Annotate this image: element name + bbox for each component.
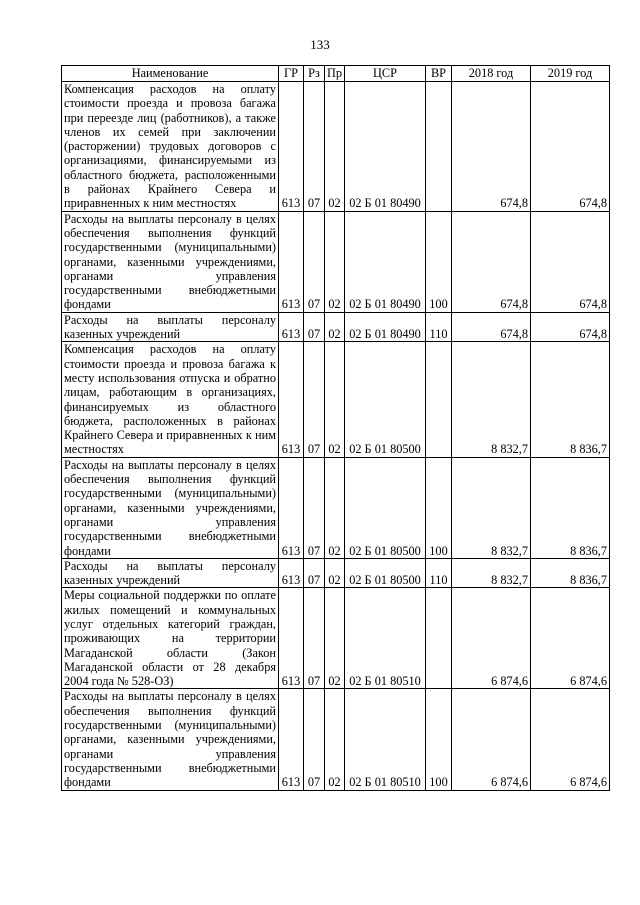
header-2018: 2018 год: [452, 66, 531, 82]
cell-gr: 613: [279, 82, 304, 212]
cell-2019: 674,8: [531, 312, 610, 342]
cell-vr: 110: [426, 312, 452, 342]
cell-2019: 674,8: [531, 211, 610, 312]
table-row: [62, 211, 610, 312]
cell-gr: 613: [279, 211, 304, 312]
cell-rz: 07: [304, 689, 325, 790]
cell-name: Расходы на выплаты персоналу в целях обеспечения выполнения функций государственными (муниципальными) органами, казенными учреждениями, органами управления государственными внебюджетными фондами: [62, 457, 279, 558]
cell-csr: 02 Б 01 80490: [345, 211, 426, 312]
cell-csr: 02 Б 01 80500: [345, 558, 426, 588]
header-2019: 2019 год: [531, 66, 610, 82]
cell-rz: 07: [304, 588, 325, 689]
cell-name: Меры социальной поддержки по оплате жилых помещений и коммунальных услуг отдельных категорий граждан, проживающих на территории Магаданской области (Закон Магаданской области от 28 декабря 2004 года № 528-ОЗ): [62, 588, 279, 689]
cell-gr: 613: [279, 312, 304, 342]
cell-csr: 02 Б 01 80510: [345, 689, 426, 790]
cell-pr: 02: [325, 689, 345, 790]
header-rz: Рз: [304, 66, 325, 82]
cell-csr: 02 Б 01 80490: [345, 312, 426, 342]
header-gr: ГР: [279, 66, 304, 82]
header-vr: ВР: [426, 66, 452, 82]
cell-vr: [426, 82, 452, 212]
cell-rz: 07: [304, 312, 325, 342]
cell-name: Компенсация расходов на оплату стоимости проезда и провоза багажа при переезде лиц (работников), а также членов их семей при заключении (расторжении) трудовых договоров с организациями, финансируемыми из областного бюджета, расположенными в районах Крайнего Севера и приравненных к ним местностях: [62, 82, 279, 212]
cell-2018: 8 832,7: [452, 457, 531, 558]
cell-name: Расходы на выплаты персоналу в целях обеспечения выполнения функций государственными (муниципальными) органами, казенными учреждениями, органами управления государственными внебюджетными фондами: [62, 211, 279, 312]
table-row: [62, 82, 610, 212]
cell-2019: 8 836,7: [531, 558, 610, 588]
cell-pr: 02: [325, 342, 345, 457]
cell-pr: 02: [325, 312, 345, 342]
cell-gr: 613: [279, 558, 304, 588]
header-pr: Пр: [325, 66, 345, 82]
table-header-row: [62, 66, 610, 82]
cell-pr: 02: [325, 82, 345, 212]
cell-gr: 613: [279, 588, 304, 689]
header-name: Наименование: [62, 66, 279, 82]
cell-rz: 07: [304, 342, 325, 457]
cell-2019: 674,8: [531, 82, 610, 212]
cell-vr: [426, 342, 452, 457]
cell-vr: 100: [426, 689, 452, 790]
cell-2019: 6 874,6: [531, 588, 610, 689]
cell-rz: 07: [304, 457, 325, 558]
cell-vr: 100: [426, 457, 452, 558]
budget-table: [61, 65, 610, 791]
cell-vr: 110: [426, 558, 452, 588]
cell-name: Расходы на выплаты персоналу казенных учреждений: [62, 312, 279, 342]
cell-2018: 6 874,6: [452, 588, 531, 689]
cell-2018: 6 874,6: [452, 689, 531, 790]
cell-csr: 02 Б 01 80500: [345, 457, 426, 558]
cell-vr: [426, 588, 452, 689]
table-row: [62, 689, 610, 790]
cell-gr: 613: [279, 689, 304, 790]
table-row: [62, 342, 610, 457]
header-csr: ЦСР: [345, 66, 426, 82]
cell-2018: 674,8: [452, 312, 531, 342]
cell-2018: 8 832,7: [452, 342, 531, 457]
cell-rz: 07: [304, 558, 325, 588]
page-number: 133: [310, 37, 330, 52]
table-row: [62, 588, 610, 689]
table-row: [62, 558, 610, 588]
cell-rz: 07: [304, 82, 325, 212]
cell-vr: 100: [426, 211, 452, 312]
cell-2018: 8 832,7: [452, 558, 531, 588]
cell-gr: 613: [279, 457, 304, 558]
table-row: [62, 312, 610, 342]
cell-csr: 02 Б 01 80510: [345, 588, 426, 689]
cell-pr: 02: [325, 211, 345, 312]
table-row: [62, 457, 610, 558]
cell-pr: 02: [325, 588, 345, 689]
cell-csr: 02 Б 01 80490: [345, 82, 426, 212]
cell-2019: 6 874,6: [531, 689, 610, 790]
cell-2018: 674,8: [452, 82, 531, 212]
cell-2018: 674,8: [452, 211, 531, 312]
cell-2019: 8 836,7: [531, 342, 610, 457]
cell-gr: 613: [279, 342, 304, 457]
cell-name: Расходы на выплаты персоналу казенных учреждений: [62, 558, 279, 588]
cell-rz: 07: [304, 211, 325, 312]
cell-2019: 8 836,7: [531, 457, 610, 558]
cell-name: Компенсация расходов на оплату стоимости проезда и провоза багажа к месту использования отпуска и обратно лицам, работающим в организациях, финансируемых из областного бюджета, расположенных в районах Крайнего Севера и приравненных к ним местностях: [62, 342, 279, 457]
cell-name: Расходы на выплаты персоналу в целях обеспечения выполнения функций государственными (муниципальными) органами, казенными учреждениями, органами управления государственными внебюджетными фондами: [62, 689, 279, 790]
cell-csr: 02 Б 01 80500: [345, 342, 426, 457]
cell-pr: 02: [325, 558, 345, 588]
cell-pr: 02: [325, 457, 345, 558]
